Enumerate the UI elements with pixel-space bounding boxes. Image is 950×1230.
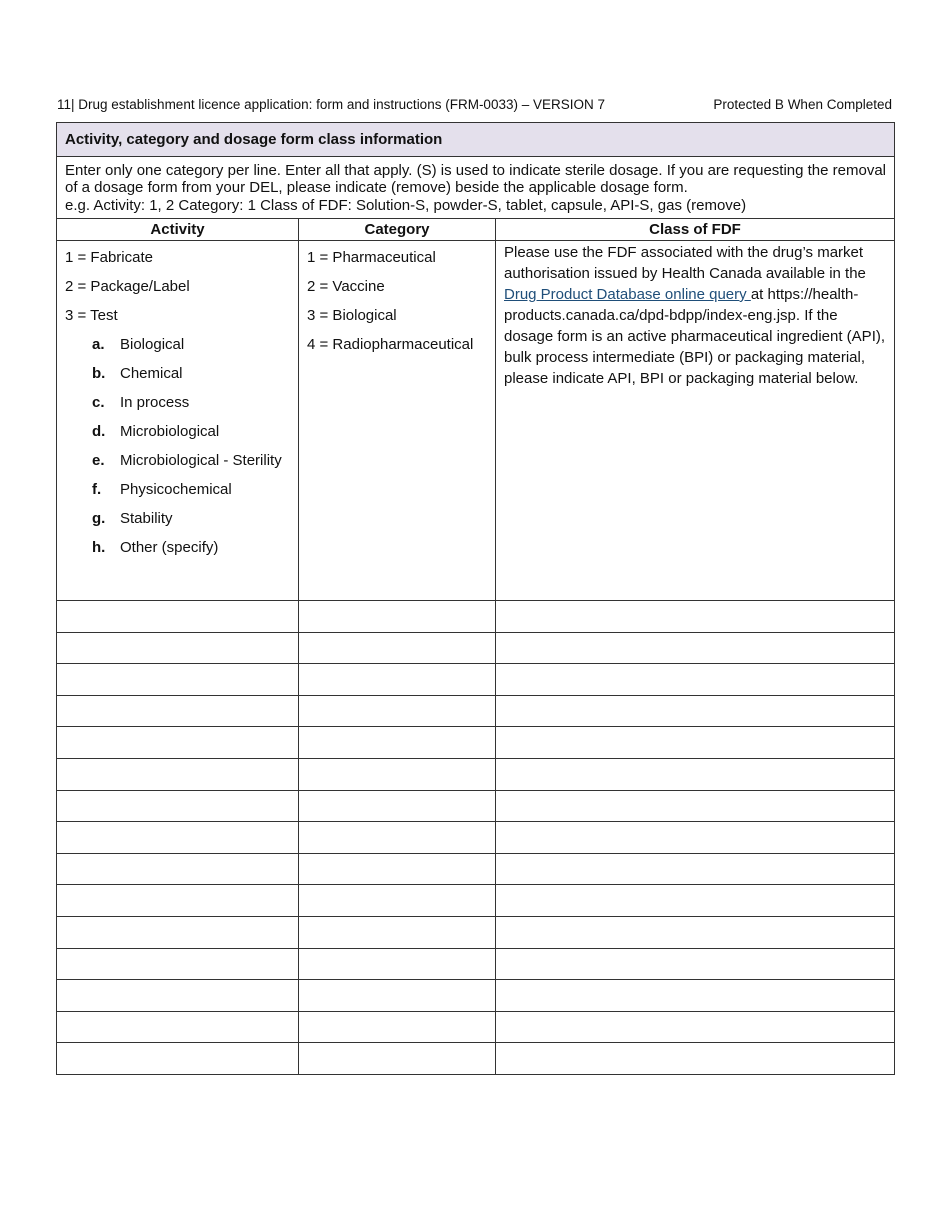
- activity-input[interactable]: [57, 948, 299, 980]
- category-input[interactable]: [299, 948, 496, 980]
- category-input[interactable]: [299, 632, 496, 664]
- test-type-item: g. Stability: [92, 510, 173, 527]
- class-of-fdf-input[interactable]: [496, 758, 895, 790]
- document-title: 11| Drug establishment licence application: form and instructions (FRM-0033) – VERSION 7: [57, 97, 605, 112]
- category-input[interactable]: [299, 916, 496, 948]
- protected-label: Protected B: [713, 97, 784, 112]
- class-of-fdf-input[interactable]: [496, 790, 895, 822]
- activity-input[interactable]: [57, 632, 299, 664]
- category-input[interactable]: [299, 727, 496, 759]
- entry-row: [57, 948, 895, 980]
- entry-row: [57, 1043, 895, 1075]
- entry-row: [57, 632, 895, 664]
- fdf-note-text: Please use the FDF associated with the drug’s market authorisation issued by Health Canada available in the: [504, 244, 866, 282]
- category-legend: [299, 241, 496, 601]
- test-type-item: f. Physicochemical: [92, 481, 232, 498]
- class-of-fdf-input[interactable]: [496, 664, 895, 696]
- class-of-fdf-input[interactable]: [496, 1043, 895, 1075]
- test-type-item: d. Microbiological: [92, 423, 220, 440]
- category-input[interactable]: [299, 1011, 496, 1043]
- activity-legend: [57, 241, 299, 601]
- category-item: 4 = Radiopharmaceutical: [307, 336, 474, 353]
- category-input[interactable]: [299, 695, 496, 727]
- activity-input[interactable]: [57, 695, 299, 727]
- test-type-item: h. Other (specify): [92, 539, 219, 556]
- class-of-fdf-input[interactable]: [496, 948, 895, 980]
- activity-input[interactable]: [57, 822, 299, 854]
- security-classification: [713, 97, 892, 112]
- activity-input[interactable]: [57, 1011, 299, 1043]
- category-input[interactable]: [299, 790, 496, 822]
- activity-input[interactable]: [57, 1043, 299, 1075]
- category-input[interactable]: [299, 1043, 496, 1075]
- test-type-item: e. Microbiological - Sterility: [92, 452, 282, 469]
- entry-row: [57, 601, 895, 633]
- category-input[interactable]: [299, 853, 496, 885]
- category-item: 3 = Biological: [307, 307, 397, 324]
- entry-row: [57, 916, 895, 948]
- test-type-item: c. In process: [92, 394, 190, 411]
- fdf-note: [496, 241, 895, 601]
- column-header-class-of-fdf: Class of FDF: [496, 219, 895, 241]
- activity-input[interactable]: [57, 790, 299, 822]
- class-of-fdf-input[interactable]: [496, 727, 895, 759]
- section-title: Activity, category and dosage form class information: [57, 123, 895, 157]
- activity-input[interactable]: [57, 758, 299, 790]
- instructions-text: Enter only one category per line. Enter all that apply. (S) is used to indicate sterile dosage. If you are requesting the removal of a dosage form from your DEL, please indicate (remove) beside the applicable dosage form.: [65, 162, 887, 196]
- activity-input[interactable]: [57, 885, 299, 917]
- entry-row: [57, 822, 895, 854]
- class-of-fdf-input[interactable]: [496, 601, 895, 633]
- example-text: e.g. Activity: 1, 2 Category: 1 Class of FDF: Solution-S, powder-S, tablet, capsule, API-S, gas (remove): [65, 197, 747, 214]
- category-input[interactable]: [299, 758, 496, 790]
- class-of-fdf-input[interactable]: [496, 1011, 895, 1043]
- category-item: 2 = Vaccine: [307, 278, 385, 295]
- column-header-category: Category: [299, 219, 496, 241]
- entry-row: [57, 695, 895, 727]
- activity-input[interactable]: [57, 980, 299, 1012]
- activity-input[interactable]: [57, 916, 299, 948]
- entry-row: [57, 853, 895, 885]
- activity-item: 1 = Fabricate: [65, 249, 153, 266]
- activity-category-table: [56, 122, 895, 1075]
- protected-qualifier: When Completed: [783, 97, 892, 112]
- entry-row: [57, 758, 895, 790]
- activity-item: 3 = Test: [65, 307, 118, 324]
- instructions-cell: [57, 157, 895, 219]
- column-header-activity: Activity: [57, 219, 299, 241]
- test-type-item: b. Chemical: [92, 365, 183, 382]
- activity-input[interactable]: [57, 664, 299, 696]
- class-of-fdf-input[interactable]: [496, 980, 895, 1012]
- entry-row: [57, 885, 895, 917]
- class-of-fdf-input[interactable]: [496, 916, 895, 948]
- category-input[interactable]: [299, 980, 496, 1012]
- class-of-fdf-input[interactable]: [496, 695, 895, 727]
- fdf-note-text: at https://health-products.canada.ca/dpd-bdpp/index-eng.jsp. If the dosage form is an active pharmaceutical ingredient (API), bulk process intermediate (BPI) or packaging material, please indicate API, BPI or packaging material below.: [504, 286, 886, 387]
- category-input[interactable]: [299, 822, 496, 854]
- class-of-fdf-input[interactable]: [496, 822, 895, 854]
- entry-row: [57, 664, 895, 696]
- activity-item: 2 = Package/Label: [65, 278, 190, 295]
- entry-row: [57, 1011, 895, 1043]
- test-type-item: a. Biological: [92, 336, 185, 353]
- category-item: 1 = Pharmaceutical: [307, 249, 436, 266]
- category-input[interactable]: [299, 664, 496, 696]
- activity-input[interactable]: [57, 601, 299, 633]
- entry-row: [57, 727, 895, 759]
- category-input[interactable]: [299, 601, 496, 633]
- page-header: [57, 97, 892, 112]
- activity-input[interactable]: [57, 853, 299, 885]
- drug-product-database-link[interactable]: Drug Product Database online query: [504, 286, 751, 303]
- class-of-fdf-input[interactable]: [496, 853, 895, 885]
- class-of-fdf-input[interactable]: [496, 885, 895, 917]
- category-input[interactable]: [299, 885, 496, 917]
- class-of-fdf-input[interactable]: [496, 632, 895, 664]
- activity-input[interactable]: [57, 727, 299, 759]
- entry-row: [57, 790, 895, 822]
- entry-row: [57, 980, 895, 1012]
